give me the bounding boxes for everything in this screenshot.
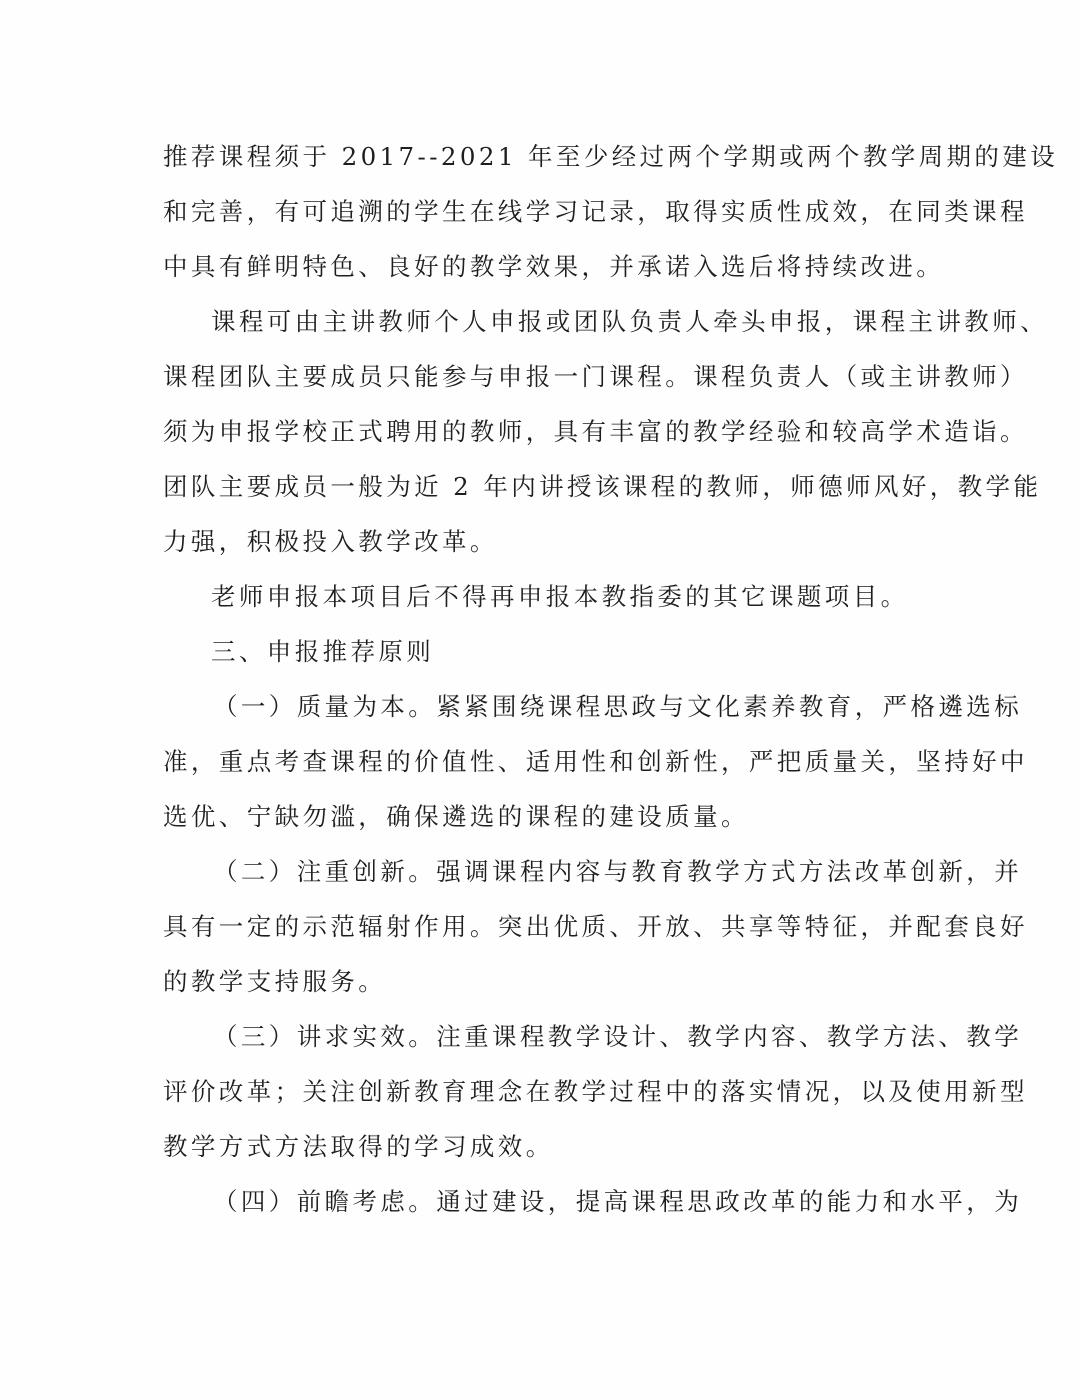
heading-line: 三、申报推荐原则: [211, 637, 435, 666]
text-line: 课程可由主讲教师个人申报或团队负责人牵头申报，课程主讲教师、: [211, 307, 1048, 336]
text-line: （二）注重创新。强调课程内容与教育教学方式方法改革创新，并: [213, 857, 1023, 886]
paragraph-principle-3-effectiveness: [163, 1019, 1028, 1184]
text-line: 教学方式方法取得的学习成效。: [163, 1132, 554, 1161]
text-line: 课程团队主要成员只能参与申报一门课程。课程负责人（或主讲教师）: [163, 362, 1028, 391]
document-page: [163, 139, 1059, 1239]
text-line: 老师申报本项目后不得再申报本教指委的其它课题项目。: [211, 582, 909, 611]
text-line: 团队主要成员一般为近 2 年内讲授该课程的教师，师德师风好，教学能: [163, 472, 1042, 501]
text-line: 中具有鲜明特色、良好的教学效果，并承诺入选后将持续改进。: [163, 252, 945, 281]
text-line: 力强，积极投入教学改革。: [163, 527, 498, 556]
paragraph-recommend-requirement: [163, 139, 1059, 304]
paragraph-principle-2-innovation: [163, 854, 1028, 1019]
section-heading-3: [163, 634, 933, 689]
text-line: 的教学支持服务。: [163, 967, 387, 996]
text-line: 和完善，有可追溯的学生在线学习记录，取得实质性成效，在同类课程: [163, 197, 1028, 226]
paragraph-exclusivity: [163, 579, 933, 634]
text-line: 选优、宁缺勿滥，确保遴选的课程的建设质量。: [163, 802, 749, 831]
text-line: （三）讲求实效。注重课程教学设计、教学内容、教学方法、教学: [213, 1022, 1023, 1051]
paragraph-principle-1-quality: [163, 689, 1028, 854]
paragraph-principle-4-foresight: [163, 1184, 1023, 1239]
text-line: （四）前瞻考虑。通过建设，提高课程思政改革的能力和水平，为: [213, 1187, 1023, 1216]
text-line: 推荐课程须于 2017--2021 年至少经过两个学期或两个教学周期的建设: [163, 142, 1059, 171]
text-line: 须为申报学校正式聘用的教师，具有丰富的教学经验和较高学术造诣。: [163, 417, 1028, 446]
text-line: （一）质量为本。紧紧围绕课程思政与文化素养教育，严格遴选标: [213, 692, 1023, 721]
text-line: 评价改革；关注创新教育理念在教学过程中的落实情况，以及使用新型: [163, 1077, 1028, 1106]
text-line: 准，重点考查课程的价值性、适用性和创新性，严把质量关，坚持好中: [163, 747, 1028, 776]
paragraph-applicant-eligibility: [163, 304, 1048, 579]
text-line: 具有一定的示范辐射作用。突出优质、开放、共享等特征，并配套良好: [163, 912, 1028, 941]
